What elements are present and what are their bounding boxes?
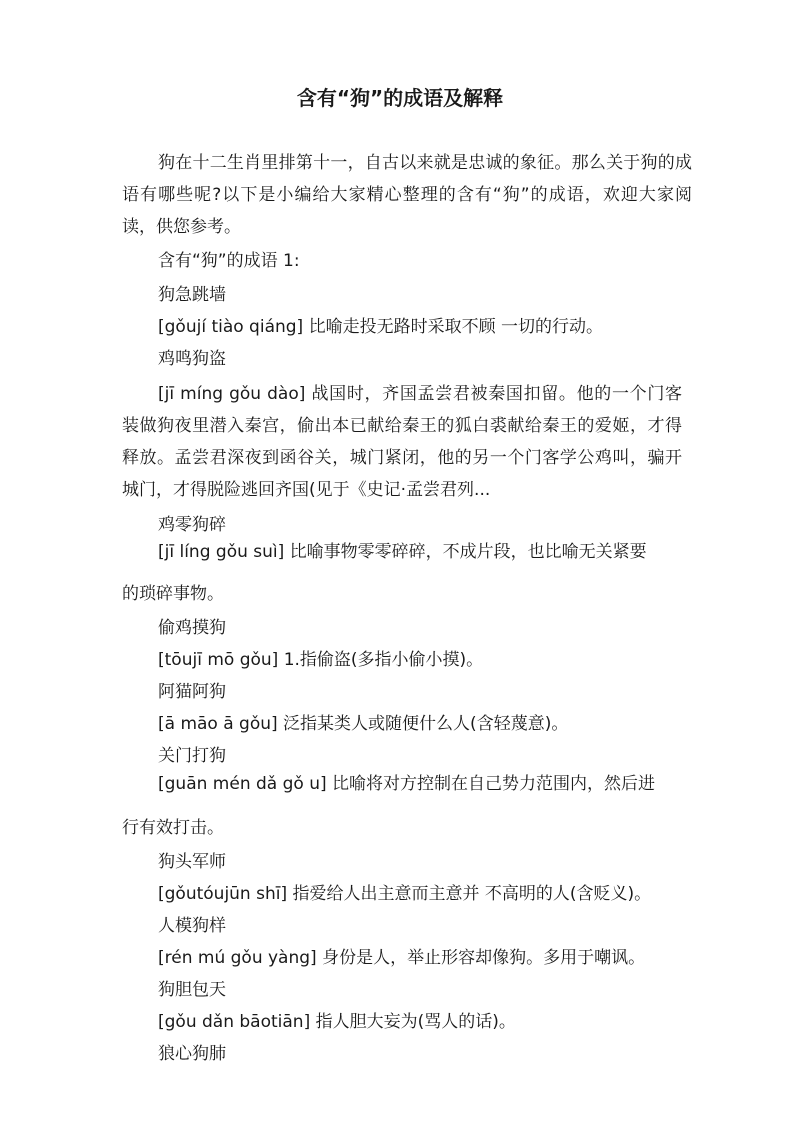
idiom-title: 狗胆包天 [158, 980, 226, 1000]
idiom-explanation: [gǒují tiào qiáng] 比喻走投无路时采取不顾 一切的行动。 [158, 317, 603, 337]
idiom-title: 狗头军师 [158, 852, 226, 872]
idiom-title: 鸡零狗碎 [158, 515, 226, 535]
idiom-explanation: [gǒu dǎn bāotiān] 指人胆大妄为(骂人的话)。 [158, 1012, 516, 1032]
idiom-explanation: [rén mú gǒu yàng] 身份是人，举止形容却像狗。多用于嘲讽。 [158, 948, 646, 968]
idiom-explanation: [ā māo ā gǒu] 泛指某类人或随便什么人(含轻蔑意)。 [158, 714, 569, 734]
idiom-explanation-line: 的琐碎事物。 [122, 584, 224, 604]
page-title: 含有“狗”的成语及解释 [296, 86, 504, 110]
idiom-explanation: [gǒutóujūn shī] 指爱给人出主意而主意并 不高明的人(含贬义)。 [158, 884, 652, 904]
idiom-title: 鸡鸣狗盗 [158, 349, 226, 369]
idiom-explanation-line: [guān mén dǎ gǒ u] 比喻将对方控制在自己势力范围内，然后进 [158, 774, 656, 794]
intro-paragraph: 狗在十二生肖里排第十一，自古以来就是忠诚的象征。那么关于狗的成语有哪些呢?以下是小编给大家精心整理的含有“狗”的成语，欢迎大家阅读，供您参考。 [122, 153, 692, 237]
section-heading: 含有“狗”的成语 1: [158, 251, 300, 271]
idiom-title: 关门打狗 [158, 746, 226, 766]
idiom-explanation-line: 行有效打击。 [122, 818, 224, 838]
idiom-explanation: [tōujī mō gǒu] 1.指偷盗(多指小偷小摸)。 [158, 650, 484, 670]
idiom-explanation: [jī míng gǒu dào] 战国时，齐国孟尝君被秦国扣留。他的一个门客装做狗夜里潜入秦宫，偷出本已献给秦王的狐白裘献给秦王的爱姬，才得释放。孟尝君深夜到函谷关，城门紧闭，他的另一个门客学公鸡叫，骗开城门，才得脱险逃回齐国(见于《史记·孟尝君列... [122, 384, 682, 500]
idiom-title: 狼心狗肺 [158, 1044, 226, 1064]
idiom-explanation-line: [jī líng gǒu suì] 比喻事物零零碎碎，不成片段，也比喻无关紧要 [158, 542, 647, 562]
idiom-title: 狗急跳墙 [158, 285, 226, 305]
idiom-title: 偷鸡摸狗 [158, 618, 226, 638]
idiom-title: 人模狗样 [158, 916, 226, 936]
idiom-title: 阿猫阿狗 [158, 682, 226, 702]
